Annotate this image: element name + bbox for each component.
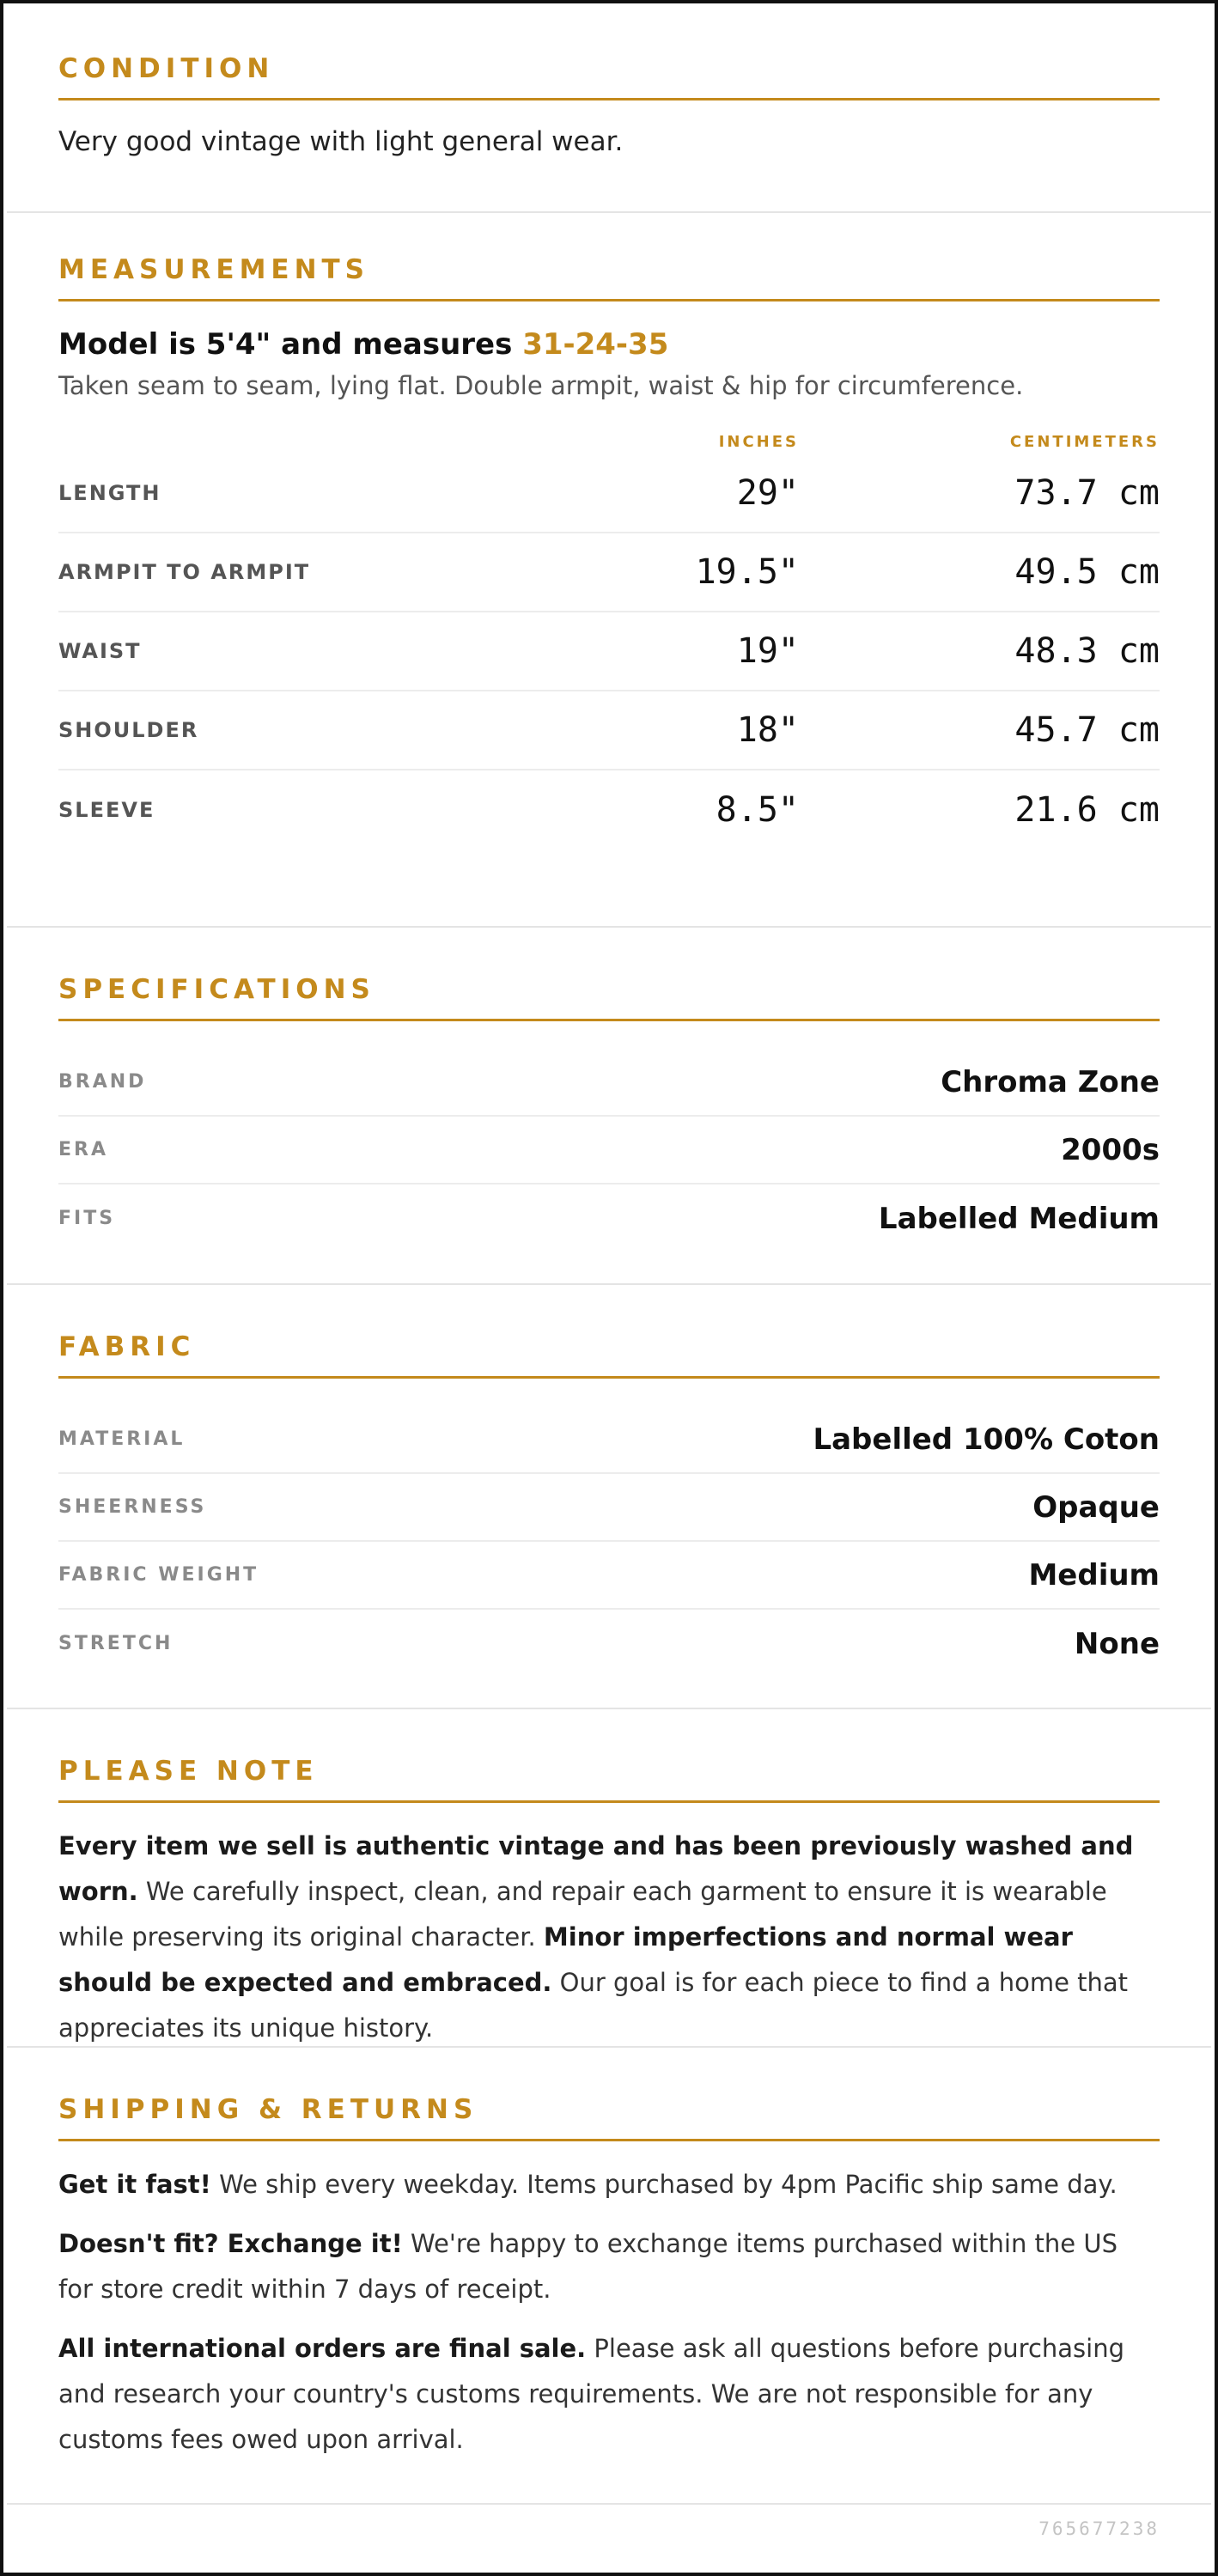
measure-label: SHOULDER — [58, 718, 199, 742]
measure-label: ARMPIT TO ARMPIT — [58, 560, 311, 584]
condition-title: CONDITION — [58, 52, 1160, 100]
fabric-label: STRETCH — [58, 1633, 174, 1654]
please-note-title: PLEASE NOTE — [58, 1754, 1160, 1803]
sku-number: 765677238 — [1038, 2518, 1160, 2539]
shipping-text — [58, 2162, 1160, 2463]
measure-inches: 19.5" — [695, 552, 799, 592]
spec-label: ERA — [58, 1139, 108, 1160]
spec-label: BRAND — [58, 1071, 147, 1093]
note-bold-1: Every item we sell is authentic vintage and has been previously washed and worn. — [58, 1831, 1134, 1906]
fabric-value: Medium — [1028, 1557, 1160, 1592]
fabric-list — [58, 1406, 1160, 1678]
shipping-paragraph — [58, 2221, 1160, 2312]
measurements-table — [58, 429, 1160, 850]
measure-inches: 29" — [736, 473, 799, 513]
note-text-2: Our goal is for each piece to find a home that appreciates its unique history. — [58, 1968, 1129, 2043]
spec-value: Labelled Medium — [878, 1201, 1160, 1236]
please-note-text — [58, 1824, 1160, 2051]
table-row — [58, 691, 1160, 770]
measure-cm: 73.7 cm — [1014, 473, 1160, 513]
note-text-1: We carefully inspect, clean, and repair each garment to ensure it is wearable while preserving its original character. — [58, 1877, 1107, 1952]
shipping-paragraph — [58, 2162, 1160, 2208]
condition-section — [7, 7, 1211, 213]
fabric-value: Labelled 100% Coton — [813, 1422, 1160, 1457]
note-bold-2: Minor imperfections and normal wear should be expected and embraced. — [58, 1922, 1073, 1997]
column-centimeters: CENTIMETERS — [1009, 432, 1160, 451]
table-row — [58, 612, 1160, 691]
list-item — [58, 1184, 1160, 1252]
table-row — [58, 533, 1160, 612]
measure-cm: 21.6 cm — [1014, 790, 1160, 830]
fabric-value: None — [1074, 1626, 1160, 1661]
shipping-body: Please ask all questions before purchasing and research your country's customs requirements. We are not responsible for any customs fees owed upon arrival. — [58, 2334, 1125, 2454]
measure-inches: 8.5" — [716, 790, 799, 830]
column-inches: INCHES — [718, 432, 799, 451]
measurements-table-header — [58, 429, 1160, 454]
fabric-label: SHEERNESS — [58, 1496, 207, 1518]
fabric-value: Opaque — [1032, 1489, 1160, 1525]
measurement-note: Taken seam to seam, lying flat. Double armpit, waist & hip for circumference. — [58, 371, 1024, 400]
table-row — [58, 454, 1160, 533]
shipping-title: SHIPPING & RETURNS — [58, 2092, 1160, 2141]
shipping-body: We ship every weekday. Items purchased by 4pm Pacific ship same day. — [210, 2170, 1118, 2199]
fabric-label: MATERIAL — [58, 1428, 186, 1450]
specifications-list — [58, 1049, 1160, 1252]
measure-label: WAIST — [58, 639, 142, 663]
measurements-title: MEASUREMENTS — [58, 253, 1160, 301]
measure-cm: 48.3 cm — [1014, 631, 1160, 671]
fabric-section — [7, 1285, 1211, 1709]
model-prefix: Model is 5'4" and measures — [58, 327, 523, 362]
measure-label: LENGTH — [58, 481, 161, 505]
measure-label: SLEEVE — [58, 798, 155, 822]
measure-cm: 45.7 cm — [1014, 710, 1160, 750]
table-row — [58, 770, 1160, 850]
list-item — [58, 1406, 1160, 1474]
model-info — [58, 324, 1160, 365]
spec-value: Chroma Zone — [941, 1064, 1160, 1099]
fabric-title: FABRIC — [58, 1330, 1160, 1379]
condition-text: Very good vintage with light general wear. — [58, 126, 624, 157]
model-measures: 31-24-35 — [522, 327, 669, 362]
measure-cm: 49.5 cm — [1014, 552, 1160, 592]
list-item — [58, 1474, 1160, 1542]
measure-inches: 18" — [736, 710, 799, 750]
measure-inches: 19" — [736, 631, 799, 671]
shipping-paragraph — [58, 2326, 1160, 2463]
shipping-bold: Get it fast! — [58, 2170, 211, 2199]
shipping-bold: All international orders are final sale. — [58, 2334, 587, 2363]
measurements-section — [7, 213, 1211, 928]
specifications-title: SPECIFICATIONS — [58, 972, 1160, 1021]
shipping-body: We're happy to exchange items purchased within the US for store credit within 7 days of receipt. — [58, 2229, 1118, 2304]
please-note-section — [7, 1709, 1211, 2048]
list-item — [58, 1117, 1160, 1184]
specifications-section — [7, 928, 1211, 1285]
fabric-label: FABRIC WEIGHT — [58, 1564, 259, 1586]
list-item — [58, 1542, 1160, 1610]
list-item — [58, 1610, 1160, 1678]
spec-value: 2000s — [1061, 1132, 1160, 1167]
list-item — [58, 1049, 1160, 1117]
shipping-bold: Doesn't fit? Exchange it! — [58, 2229, 403, 2258]
shipping-section — [7, 2048, 1211, 2505]
spec-label: FITS — [58, 1208, 116, 1229]
